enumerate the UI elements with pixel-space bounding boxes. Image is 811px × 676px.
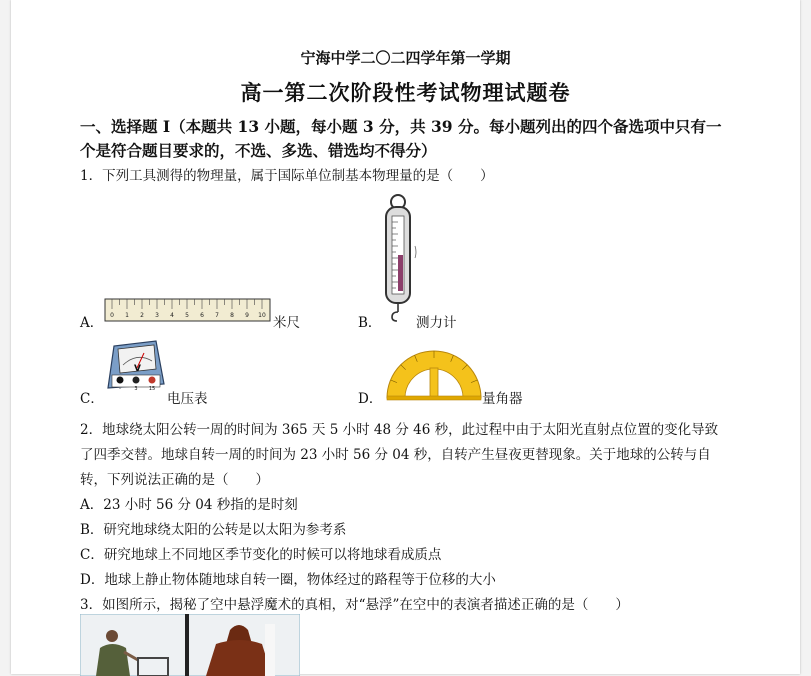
q1-option-c-letter: C．: [80, 391, 104, 407]
q1-option-c-label: 电压表: [167, 391, 208, 407]
ruler-tick-label: 9: [245, 312, 249, 319]
exam-page: [11, 0, 800, 674]
q1-option-a-label: 米尺: [273, 315, 300, 331]
section1-heading-line2: 个是符合题目要求的，不选、多选、错选均不得分）: [80, 141, 437, 160]
q2-option-d: D．地球上静止物体随地球自转一圈，物体经过的路程等于位移的大小: [80, 572, 496, 588]
voltmeter-icon: [104, 338, 168, 393]
q1-option-d-label: 量角器: [482, 391, 523, 407]
levitation-photo: [80, 614, 300, 676]
q1-option-d-letter: D．: [358, 391, 383, 407]
voltmeter-symbol: V: [134, 364, 141, 374]
q2-option-b: B．研究地球绕太阳的公转是以太阳为参考系: [80, 522, 347, 538]
ruler-tick-label: 0: [110, 312, 114, 319]
ruler-tick-label: 7: [215, 312, 219, 319]
ruler-tick-label: 2: [140, 312, 144, 319]
protractor-icon: [385, 346, 483, 402]
q1-option-a-letter: A．: [80, 315, 104, 331]
ruler-tick-label: 3: [155, 312, 159, 319]
ruler-tick-label: 10: [258, 312, 266, 319]
ruler-tick-label: 5: [185, 312, 189, 319]
exam-title: 高一第二次阶段性考试物理试题卷: [240, 80, 571, 105]
voltmeter-terminal-label: -: [119, 386, 121, 392]
q2-stem-line2: 了四季交替。地球自转一周的时间为 23 小时 56 分 04 秒，自转产生昼夜更替现象。关于地球的公转与自: [80, 447, 711, 463]
q3-stem: 3．如图所示，揭秘了空中悬浮魔术的真相，对“悬浮”在空中的表演者描述正确的是（ ）: [80, 597, 629, 613]
voltmeter-terminal-label: 15: [148, 386, 156, 392]
section1-heading-line1: 一、选择题 I（本题共 13 小题，每小题 3 分，共 39 分。每小题列出的四个备选项中只有一: [80, 117, 722, 136]
school-term-line: 宁海中学二〇二四学年第一学期: [300, 49, 511, 67]
q1-option-b-letter: B．: [358, 315, 382, 331]
q2-option-a: A．23 小时 56 分 04 秒指的是时刻: [80, 497, 298, 513]
ruler-icon: [104, 297, 271, 323]
spring-scale-icon: [381, 192, 421, 322]
q2-stem-line1: 2．地球绕太阳公转一周的时间为 365 天 5 小时 48 分 46 秒，此过程中由于太阳光直射点位置的变化导致: [80, 422, 719, 438]
q1-stem: 1．下列工具测得的物理量，属于国际单位制基本物理量的是（ ）: [80, 168, 494, 184]
q2-stem-line3: 转，下列说法正确的是（ ）: [80, 472, 269, 488]
ruler-tick-label: 8: [230, 312, 234, 319]
q2-option-c: C．研究地球上不同地区季节变化的时候可以将地球看成质点: [80, 547, 442, 563]
ruler-tick-label: 6: [200, 312, 204, 319]
ruler-tick-label: 1: [125, 312, 129, 319]
ruler-tick-label: 4: [170, 312, 174, 319]
voltmeter-terminal-label: 3: [134, 386, 138, 392]
q1-option-b-label: 测力计: [416, 315, 457, 331]
